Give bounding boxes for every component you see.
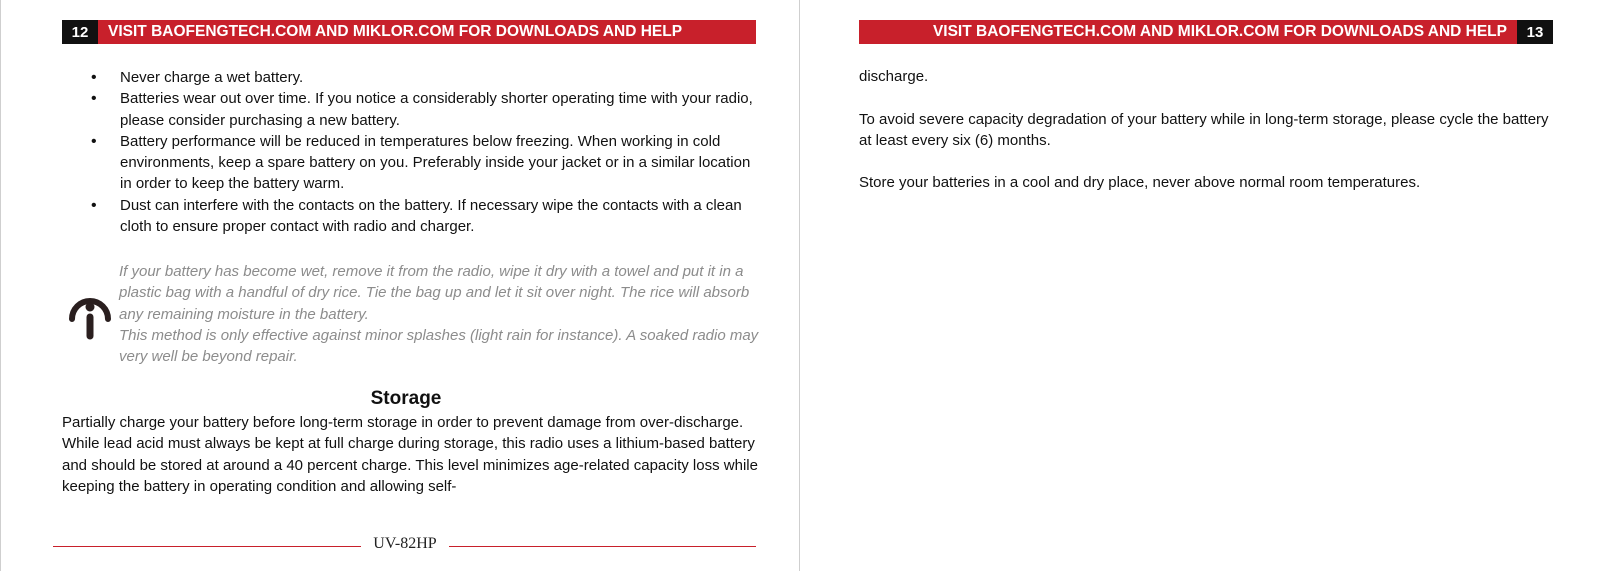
note-paragraph: If your battery has become wet, remove it from the radio, wipe it dry with a towel and put it in a plastic bag with a handful of dry rice. Tie the bag up and let it sit over night. The rice will absorb any remaining moisture in the battery. (119, 263, 750, 323)
left-header-banner: VISIT BAOFENGTECH.COM AND MIKLOR.COM FOR DOWNLOADS AND HELP (98, 20, 756, 44)
paragraph-spacer (859, 87, 1549, 108)
list-item: • Never charge a wet battery. (62, 67, 762, 88)
left-page-header (62, 20, 756, 44)
list-item: • Batteries wear out over time. If you notice a considerably shorter operating time with your radio, please consider purchasing a new battery. (62, 88, 762, 131)
paragraph: To avoid severe capacity degradation of your battery while in long-term storage, please cycle the battery at least every six (6) months. (859, 110, 1549, 149)
footer-model-name: UV-82HP (373, 535, 437, 552)
footer-rule-right (449, 546, 756, 547)
right-page-number: 13 (1517, 20, 1553, 44)
paragraph-spacer (859, 151, 1549, 172)
list-item: • Battery performance will be reduced in temperatures below freezing. When working in cold environments, keep a spare battery on you. Preferably inside your jacket or in a similar location in order to keep the battery warm. (62, 131, 762, 195)
paragraph: Store your batteries in a cool and dry place, never above normal room temperatures. (859, 174, 1421, 192)
storage-paragraph: Partially charge your battery before long-term storage in order to prevent damage from over-discharge. While lead acid must always be kept at full charge during storage, this radio uses a lithium-based battery and should be stored at around a 40 percent charge. This level minimizes age-related capacity loss while keeping the battery in operating condition and allowing self- (62, 414, 758, 495)
note-paragraph: This method is only effective against minor splashes (light rain for instance). A soaked radio may very well be beyond repair. (119, 326, 759, 366)
storage-heading: Storage (370, 388, 442, 409)
left-page (0, 0, 799, 571)
left-page-number: 12 (62, 20, 98, 44)
paragraph: discharge. (859, 68, 929, 85)
right-header-banner: VISIT BAOFENGTECH.COM AND MIKLOR.COM FOR DOWNLOADS AND HELP (859, 20, 1517, 44)
battery-tips-list (62, 67, 762, 237)
list-item: • Dust can interfere with the contacts on the battery. If necessary wipe the contacts with a clean cloth to ensure proper contact with radio and charger. (62, 195, 762, 238)
info-icon (65, 284, 115, 342)
right-page-body (859, 66, 1549, 194)
right-page-header (859, 20, 1553, 44)
wet-battery-note (119, 261, 759, 367)
footer-rule-left (53, 546, 361, 547)
